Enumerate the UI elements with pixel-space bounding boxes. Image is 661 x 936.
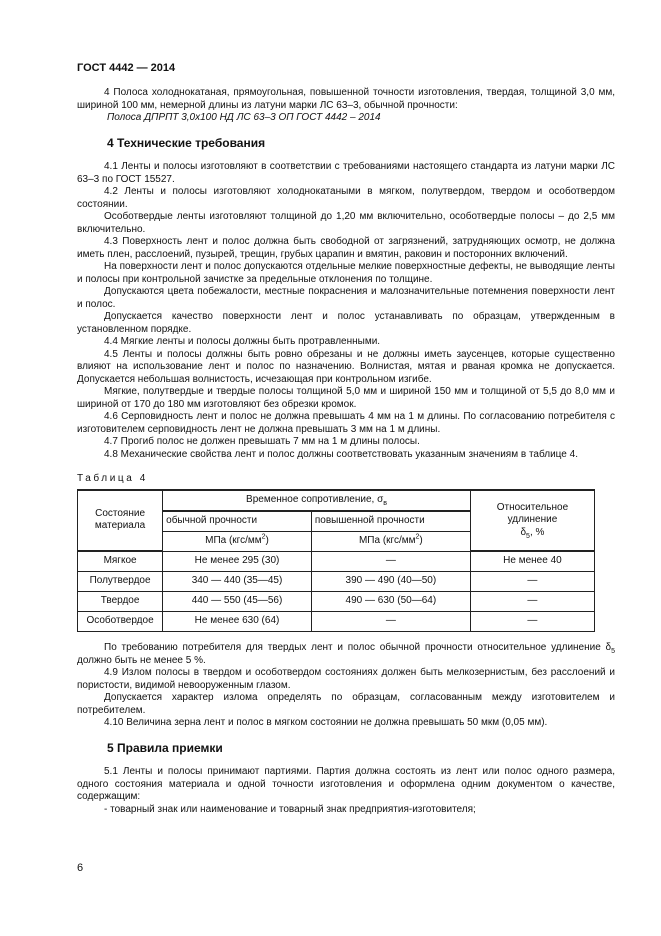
paragraph-4-3-colors: Допускаются цвета побежалости, местные покраснения и малозначительные потемнения поверхности лент и полос. bbox=[77, 286, 615, 310]
row-state: Полутвердое bbox=[78, 572, 163, 592]
paragraph-4-2: 4.2 Ленты и полосы изготовляют холоднокатаными в мягком, полутвердом, твердом и особотвердом состоянии. bbox=[77, 186, 615, 210]
table-row bbox=[78, 612, 595, 632]
mechanical-properties-table bbox=[77, 489, 595, 633]
unit-high: МПа $(кгс/мм^2)$ bbox=[311, 531, 470, 551]
table-caption: Таблица 4 bbox=[77, 473, 148, 484]
paragraph-4-10: 4.10 Величина зерна лент и полос в мягком состоянии не должна превышать 50 мкм (0,05 мм). bbox=[104, 717, 548, 728]
row-state: Особотвердое bbox=[78, 612, 163, 632]
paragraph-4-5-edges: Мягкие, полутвердые и твердые полосы толщиной 5,0 мм и шириной 150 мм и толщиной от 5,5 до 8,0 мм и шириной от 170 до 180 мм изготовляют без обрезки кромок. bbox=[77, 386, 615, 410]
row-high: — bbox=[311, 551, 470, 572]
row-elongation: Не менее 40 bbox=[470, 551, 594, 572]
table-row bbox=[78, 572, 595, 592]
row-normal: Не менее 295 (30) bbox=[163, 551, 312, 572]
table-row bbox=[78, 592, 595, 612]
row-elongation: — bbox=[470, 592, 594, 612]
header-elongation: Относительное удлинение $\delta_5$, % bbox=[470, 490, 594, 552]
unit-normal: МПа $(кгс/мм^2)$ bbox=[163, 531, 312, 551]
paragraph-4-3-samples: Допускается качество поверхности лент и полос устанавливать по образцам, утвержденным в установленном порядке. bbox=[77, 311, 615, 335]
paragraph-4-6: 4.6 Серповидность лент и полос не должна превышать 4 мм на 1 м длины. По согласованию потребителя с изготовителем серповидность лент не должна превышать 3 мм на 1 м длины. bbox=[77, 411, 615, 435]
header-strength: Временное сопротивление, $\sigma_в$ bbox=[163, 490, 471, 511]
row-state: Твердое bbox=[78, 592, 163, 612]
paragraph-4-2-extra: Особотвердые ленты изготовляют толщиной до 1,20 мм включительно, особотвердые полосы – до 2,5 мм включительно. bbox=[77, 211, 615, 235]
paragraph-elongation-note: По требованию потребителя для твердых лент и полос обычной прочности относительное удлинение $\delta_5$ должно быть не менее 5 %. bbox=[77, 642, 615, 666]
paragraph-4-4: 4.4 Мягкие ленты и полосы должны быть протравленными. bbox=[104, 336, 381, 347]
row-high: 490 — 630 (50—64) bbox=[311, 592, 470, 612]
row-high: — bbox=[311, 612, 470, 632]
row-normal: 440 — 550 (45—56) bbox=[163, 592, 312, 612]
row-elongation: — bbox=[470, 572, 594, 592]
row-normal: 340 — 440 (35—45) bbox=[163, 572, 312, 592]
page-number: 6 bbox=[77, 862, 84, 874]
document-body bbox=[77, 87, 615, 816]
paragraph-5-1-item: - товарный знак или наименование и товарный знак предприятия-изготовителя; bbox=[104, 803, 476, 815]
example-paragraph: 4 Полоса холоднокатаная, прямоугольная, повышенной точности изготовления, твердая, толщиной 3,0 мм, шириной 100 мм, немерной длины из латуни марки ЛС 63–3, обычной прочности: bbox=[77, 87, 615, 111]
paragraph-4-3: 4.3 Поверхность лент и полос должна быть свободной от загрязнений, затрудняющих осмотр, не должна иметь плен, расслоений, пузырей, трещин, грубых царапин и вмятин, раковин и посторонних включений. bbox=[77, 236, 615, 260]
row-normal: Не менее 630 (64) bbox=[163, 612, 312, 632]
paragraph-4-5: 4.5 Ленты и полосы должны быть ровно обрезаны и не должны иметь заусенцев, которые существенно влияют на использование лент и полос по назначению. Волнистая, мятая и рваная кромка не допускается. Допускается небольшая волнистость, исчезающая при контрольном изгибе. bbox=[77, 348, 615, 385]
table-row bbox=[78, 551, 595, 572]
paragraph-4-3-defects: На поверхности лент и полос допускаются отдельные мелкие поверхностные дефекты, не выводящие ленты и полосы при контрольной зачистке за предельные отклонения по толщине. bbox=[77, 261, 615, 285]
document-header: ГОСТ 4442 — 2014 bbox=[77, 62, 176, 74]
header-state: Состояние материала bbox=[78, 490, 163, 552]
row-state: Мягкое bbox=[78, 551, 163, 572]
paragraph-4-1: 4.1 Ленты и полосы изготовляют в соответствии с требованиями настоящего стандарта из латуни марки ЛС 63–3 по ГОСТ 15527. bbox=[77, 161, 615, 185]
example-designation: Полоса ДПРПТ 3,0х100 НД ЛС 63–3 ОП ГОСТ 4442 – 2014 bbox=[107, 112, 381, 123]
row-elongation: — bbox=[470, 612, 594, 632]
paragraph-5-1: 5.1 Ленты и полосы принимают партиями. Партия должна состоять из лент или полос одного размера, одного состояния материала и одной точности изготовления и оформлена одним документом о качестве, содержащим: bbox=[77, 766, 615, 802]
section-5-title: 5 Правила приемки bbox=[107, 740, 223, 755]
paragraph-4-9-fracture: Допускается характер излома определять по образцам, согласованным между изготовителем и потребителем. bbox=[77, 692, 615, 716]
header-normal-strength: обычной прочности bbox=[163, 511, 312, 532]
paragraph-4-8: 4.8 Механические свойства лент и полос должны соответствовать указанным значениям в таблице 4. bbox=[104, 448, 578, 460]
paragraph-4-9: 4.9 Излом полосы в твердом и особотвердом состояниях должен быть мелкозернистым, без расслоений и пористости, видимой невооруженным глазом. bbox=[77, 667, 615, 691]
header-high-strength: повышенной прочности bbox=[311, 511, 470, 532]
section-4-title: 4 Технические требования bbox=[107, 135, 266, 150]
paragraph-4-7: 4.7 Прогиб полос не должен превышать 7 мм на 1 м длины полосы. bbox=[104, 436, 420, 447]
row-high: 390 — 490 (40—50) bbox=[311, 572, 470, 592]
